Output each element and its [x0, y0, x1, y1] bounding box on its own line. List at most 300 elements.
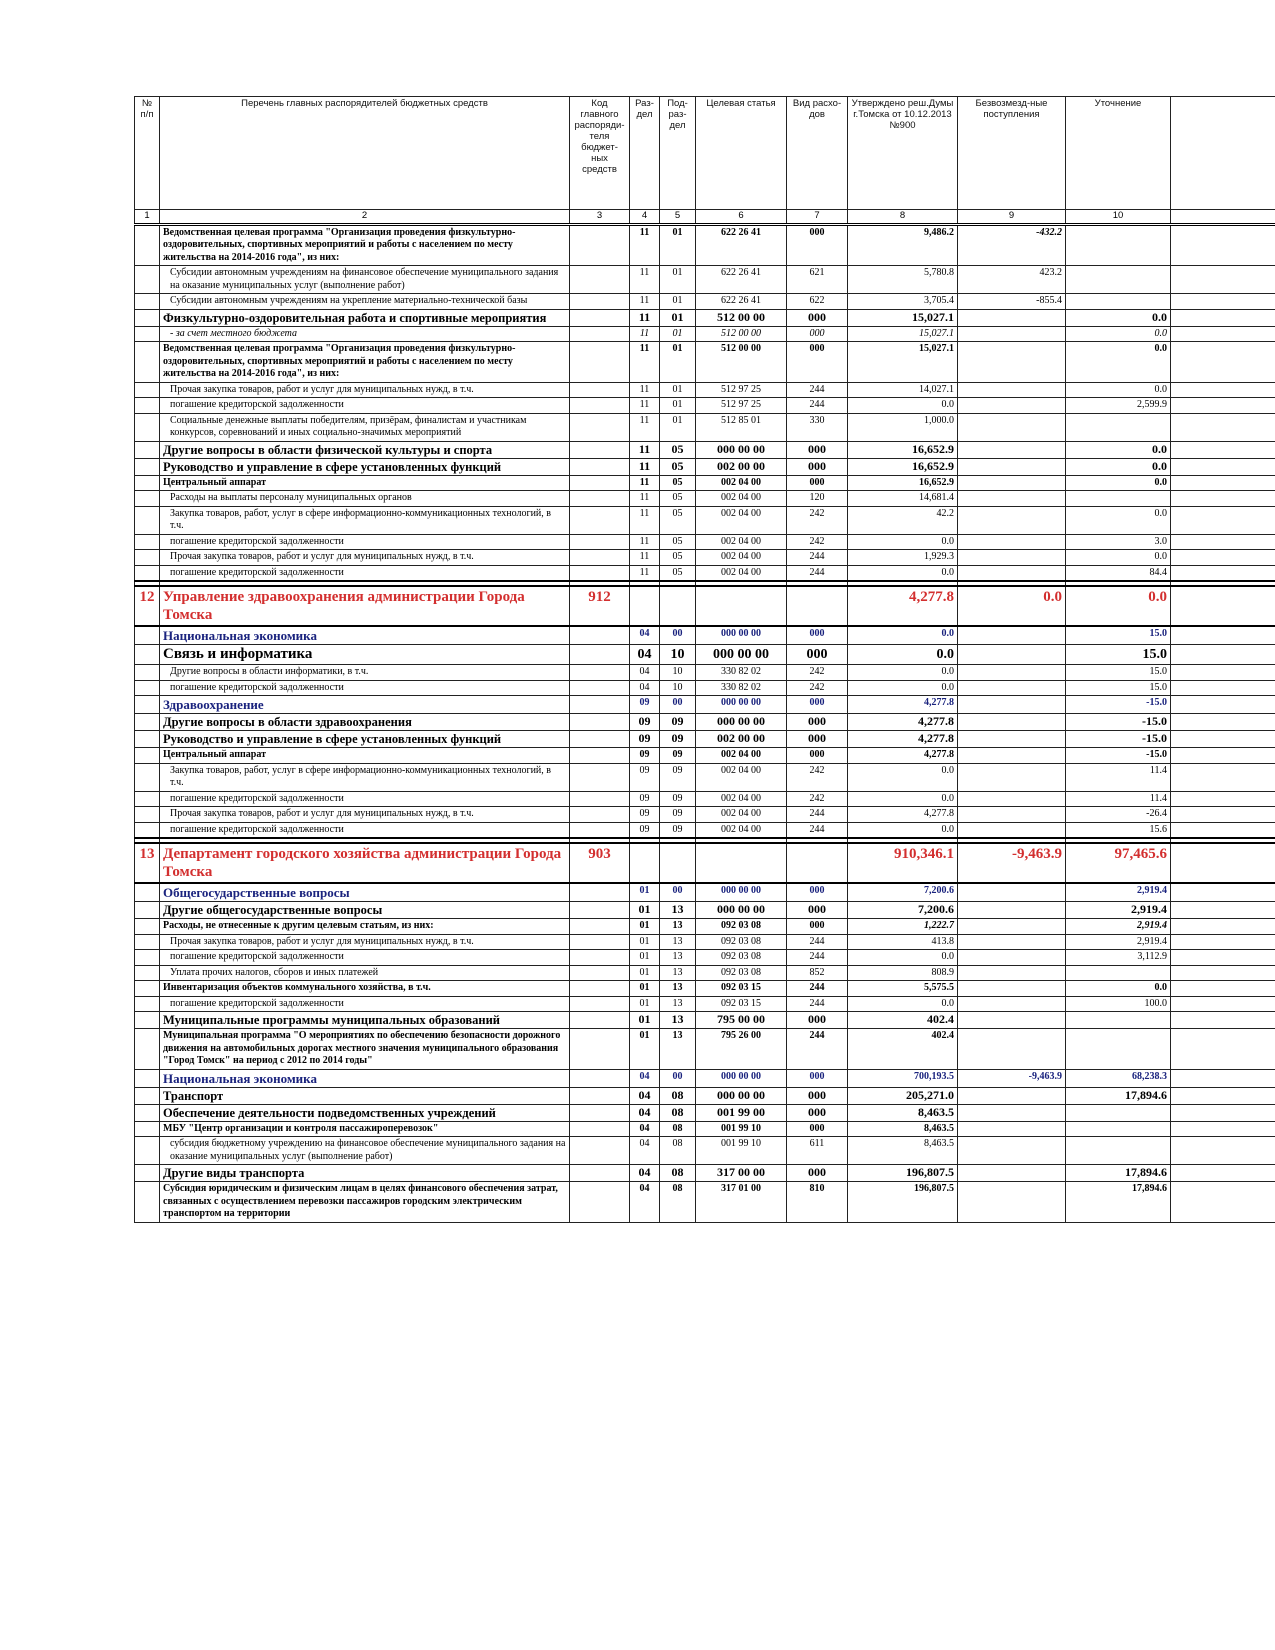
header-cell: Раз-дел [630, 97, 660, 210]
row-grants [958, 1137, 1066, 1165]
column-number-extra [1171, 210, 1275, 225]
row-approved: 4,277.8 [848, 748, 958, 764]
row-clarification: -15.0 [1066, 696, 1171, 714]
table-row [135, 902, 1275, 919]
row-number [135, 965, 160, 981]
table-row [135, 565, 1275, 581]
row-approved: 0.0 [848, 791, 958, 807]
row-vid: 000 [787, 326, 848, 342]
row-vid [787, 843, 848, 883]
row-podrazdel: 13 [660, 1012, 696, 1029]
row-podrazdel: 00 [660, 883, 696, 902]
row-target: 000 00 00 [696, 1087, 787, 1104]
row-code [570, 950, 630, 966]
row-podrazdel: 09 [660, 714, 696, 731]
row-name: Муниципальная программа "О мероприятиях по обеспечению безопасности дорожного движения на автомобильных дорогах местного значения муниципального образования "Город Томск" на период с 2012 по 2014 годы" [160, 1029, 570, 1070]
row-code [570, 294, 630, 310]
row-razdel: 01 [630, 950, 660, 966]
row-razdel: 09 [630, 807, 660, 823]
row-target: 002 04 00 [696, 550, 787, 566]
row-number [135, 1137, 160, 1165]
row-extra [1171, 266, 1275, 294]
table-row [135, 696, 1275, 714]
row-number [135, 266, 160, 294]
row-razdel: 11 [630, 224, 660, 266]
row-vid: 242 [787, 763, 848, 791]
row-code [570, 645, 630, 665]
row-vid: 000 [787, 1104, 848, 1121]
table-row [135, 382, 1275, 398]
row-approved: 1,222.7 [848, 919, 958, 935]
row-name: погашение кредиторской задолженности [160, 534, 570, 550]
row-clarification: 0.0 [1066, 458, 1171, 475]
row-grants [958, 326, 1066, 342]
table-row [135, 665, 1275, 681]
row-code [570, 807, 630, 823]
column-number: 9 [958, 210, 1066, 225]
row-podrazdel: 01 [660, 294, 696, 310]
row-number [135, 1069, 160, 1087]
row-target: 000 00 00 [696, 441, 787, 458]
row-podrazdel: 05 [660, 565, 696, 581]
row-clarification: 97,465.6 [1066, 843, 1171, 883]
row-approved: 1,000.0 [848, 413, 958, 441]
row-vid [787, 586, 848, 626]
row-razdel: 01 [630, 981, 660, 997]
row-grants [958, 763, 1066, 791]
row-number [135, 822, 160, 838]
row-podrazdel: 09 [660, 763, 696, 791]
row-number [135, 491, 160, 507]
row-name: Закупка товаров, работ, услуг в сфере информационно-коммуникационных технологий, в т.ч. [160, 763, 570, 791]
row-code [570, 1121, 630, 1137]
column-number: 4 [630, 210, 660, 225]
table-row [135, 822, 1275, 838]
table-row [135, 950, 1275, 966]
row-grants: -9,463.9 [958, 843, 1066, 883]
row-razdel: 09 [630, 822, 660, 838]
row-code [570, 534, 630, 550]
row-target: 622 26 41 [696, 294, 787, 310]
row-code [570, 1104, 630, 1121]
row-target: 002 04 00 [696, 822, 787, 838]
row-clarification [1066, 1012, 1171, 1029]
row-number [135, 441, 160, 458]
row-extra [1171, 534, 1275, 550]
row-razdel: 04 [630, 1087, 660, 1104]
row-clarification: 17,894.6 [1066, 1165, 1171, 1182]
row-name: Расходы, не отнесенные к другим целевым статьям, из них: [160, 919, 570, 935]
row-podrazdel: 08 [660, 1087, 696, 1104]
row-code [570, 822, 630, 838]
row-target: 512 97 25 [696, 382, 787, 398]
row-vid: 244 [787, 398, 848, 414]
row-name: Физкультурно-оздоровительная работа и спортивные мероприятия [160, 309, 570, 326]
row-razdel: 11 [630, 458, 660, 475]
row-extra [1171, 441, 1275, 458]
row-vid: 244 [787, 934, 848, 950]
row-name: погашение кредиторской задолженности [160, 950, 570, 966]
row-target: 092 03 15 [696, 981, 787, 997]
row-clarification [1066, 1029, 1171, 1070]
row-approved: 910,346.1 [848, 843, 958, 883]
row-podrazdel: 05 [660, 475, 696, 491]
row-number [135, 696, 160, 714]
row-clarification: 2,919.4 [1066, 919, 1171, 935]
column-number: 6 [696, 210, 787, 225]
row-clarification: 0.0 [1066, 981, 1171, 997]
header-cell: Код главного распоряди-теля бюджет-ных средств [570, 97, 630, 210]
row-name: Обеспечение деятельности подведомственных учреждений [160, 1104, 570, 1121]
row-name: Управление здравоохранения администрации Города Томска [160, 586, 570, 626]
row-approved: 0.0 [848, 626, 958, 645]
department-row [135, 843, 1275, 883]
row-code [570, 981, 630, 997]
row-name: Расходы на выплаты персоналу муниципальных органов [160, 491, 570, 507]
row-podrazdel: 09 [660, 807, 696, 823]
row-number [135, 309, 160, 326]
row-razdel: 01 [630, 919, 660, 935]
row-code [570, 342, 630, 383]
row-vid: 242 [787, 506, 848, 534]
row-approved: 4,277.8 [848, 714, 958, 731]
row-grants [958, 822, 1066, 838]
row-razdel: 11 [630, 294, 660, 310]
row-grants [958, 309, 1066, 326]
row-extra [1171, 791, 1275, 807]
row-name: Национальная экономика [160, 626, 570, 645]
row-clarification: 68,238.3 [1066, 1069, 1171, 1087]
row-extra [1171, 1182, 1275, 1223]
row-vid: 242 [787, 680, 848, 696]
table-row [135, 398, 1275, 414]
row-podrazdel: 00 [660, 626, 696, 645]
row-grants [958, 791, 1066, 807]
row-clarification: 3.0 [1066, 534, 1171, 550]
row-extra [1171, 1137, 1275, 1165]
row-podrazdel: 13 [660, 1029, 696, 1070]
row-name: Другие виды транспорта [160, 1165, 570, 1182]
row-number [135, 1029, 160, 1070]
row-grants [958, 696, 1066, 714]
row-target: 002 04 00 [696, 763, 787, 791]
row-razdel: 09 [630, 714, 660, 731]
row-grants [958, 441, 1066, 458]
header-cell: Вид расхо-дов [787, 97, 848, 210]
row-extra [1171, 475, 1275, 491]
row-name: Прочая закупка товаров, работ и услуг для муниципальных нужд, в т.ч. [160, 550, 570, 566]
row-target: 002 04 00 [696, 748, 787, 764]
row-razdel: 04 [630, 626, 660, 645]
row-extra [1171, 902, 1275, 919]
row-number [135, 534, 160, 550]
row-extra [1171, 843, 1275, 883]
row-approved: 4,277.8 [848, 696, 958, 714]
column-number: 2 [160, 210, 570, 225]
row-target: 622 26 41 [696, 224, 787, 266]
row-approved: 700,193.5 [848, 1069, 958, 1087]
row-clarification: 11.4 [1066, 791, 1171, 807]
table-row [135, 1182, 1275, 1223]
table-row [135, 1012, 1275, 1029]
row-extra [1171, 506, 1275, 534]
row-target: 330 82 02 [696, 680, 787, 696]
row-target: 092 03 08 [696, 950, 787, 966]
budget-sheet [134, 96, 1275, 1223]
row-razdel: 11 [630, 309, 660, 326]
row-extra [1171, 550, 1275, 566]
table-row [135, 458, 1275, 475]
row-razdel: 11 [630, 266, 660, 294]
row-name: погашение кредиторской задолженности [160, 996, 570, 1012]
table-row [135, 981, 1275, 997]
row-extra [1171, 1069, 1275, 1087]
row-vid: 621 [787, 266, 848, 294]
row-podrazdel: 13 [660, 965, 696, 981]
row-name: - за счет местного бюджета [160, 326, 570, 342]
row-vid: 244 [787, 807, 848, 823]
row-razdel: 04 [630, 1165, 660, 1182]
row-extra [1171, 491, 1275, 507]
row-name: Другие вопросы в области здравоохранения [160, 714, 570, 731]
row-grants [958, 1165, 1066, 1182]
row-name: Центральный аппарат [160, 748, 570, 764]
row-vid: 242 [787, 791, 848, 807]
row-vid: 000 [787, 309, 848, 326]
row-vid: 000 [787, 342, 848, 383]
row-name: погашение кредиторской задолженности [160, 822, 570, 838]
row-name: Центральный аппарат [160, 475, 570, 491]
row-target [696, 586, 787, 626]
row-code [570, 919, 630, 935]
row-target: 000 00 00 [696, 645, 787, 665]
row-extra [1171, 1012, 1275, 1029]
row-target: 795 26 00 [696, 1029, 787, 1070]
table-row [135, 1104, 1275, 1121]
row-extra [1171, 965, 1275, 981]
header-cell: Безвозмезд-ные поступления [958, 97, 1066, 210]
row-name: Другие общегосударственные вопросы [160, 902, 570, 919]
row-razdel: 09 [630, 748, 660, 764]
row-podrazdel: 09 [660, 748, 696, 764]
row-number [135, 1012, 160, 1029]
row-target: 002 04 00 [696, 807, 787, 823]
table-row [135, 965, 1275, 981]
row-podrazdel: 13 [660, 996, 696, 1012]
header-cell: Под-раз-дел [660, 97, 696, 210]
row-approved: 0.0 [848, 534, 958, 550]
row-target: 002 00 00 [696, 731, 787, 748]
table-row [135, 506, 1275, 534]
row-vid: 242 [787, 534, 848, 550]
row-vid: 000 [787, 714, 848, 731]
row-extra [1171, 665, 1275, 681]
row-target: 092 03 08 [696, 965, 787, 981]
row-name: Транспорт [160, 1087, 570, 1104]
row-extra [1171, 919, 1275, 935]
row-vid: 244 [787, 996, 848, 1012]
row-number [135, 731, 160, 748]
row-extra [1171, 981, 1275, 997]
row-razdel: 09 [630, 696, 660, 714]
row-podrazdel: 05 [660, 534, 696, 550]
row-number [135, 1121, 160, 1137]
row-grants [958, 883, 1066, 902]
header-cell: № п/п [135, 97, 160, 210]
row-grants [958, 902, 1066, 919]
row-number [135, 1165, 160, 1182]
row-podrazdel: 08 [660, 1182, 696, 1223]
row-vid: 244 [787, 565, 848, 581]
row-name: Другие вопросы в области информатики, в т.ч. [160, 665, 570, 681]
row-razdel [630, 586, 660, 626]
row-vid: 000 [787, 902, 848, 919]
row-grants [958, 919, 1066, 935]
row-code [570, 1069, 630, 1087]
row-extra [1171, 398, 1275, 414]
header-row [135, 97, 1275, 210]
row-vid: 622 [787, 294, 848, 310]
row-code [570, 382, 630, 398]
row-target: 092 03 15 [696, 996, 787, 1012]
row-podrazdel: 08 [660, 1104, 696, 1121]
row-podrazdel: 10 [660, 665, 696, 681]
row-code [570, 1137, 630, 1165]
row-name: Уплата прочих налогов, сборов и иных платежей [160, 965, 570, 981]
table-row [135, 266, 1275, 294]
row-grants [958, 506, 1066, 534]
row-extra [1171, 1165, 1275, 1182]
row-vid: 244 [787, 822, 848, 838]
row-clarification: 0.0 [1066, 506, 1171, 534]
row-vid: 242 [787, 665, 848, 681]
row-vid: 810 [787, 1182, 848, 1223]
row-clarification: 100.0 [1066, 996, 1171, 1012]
row-name: Национальная экономика [160, 1069, 570, 1087]
row-code [570, 475, 630, 491]
row-extra [1171, 1029, 1275, 1070]
table-row [135, 680, 1275, 696]
row-target: 002 00 00 [696, 458, 787, 475]
row-grants: 0.0 [958, 586, 1066, 626]
row-approved: 0.0 [848, 996, 958, 1012]
row-approved: 15,027.1 [848, 342, 958, 383]
row-extra [1171, 382, 1275, 398]
table-row [135, 1121, 1275, 1137]
row-number [135, 680, 160, 696]
row-vid: 611 [787, 1137, 848, 1165]
row-number [135, 626, 160, 645]
row-vid: 000 [787, 1012, 848, 1029]
row-podrazdel: 01 [660, 413, 696, 441]
row-clarification: 84.4 [1066, 565, 1171, 581]
row-razdel: 04 [630, 665, 660, 681]
row-name: погашение кредиторской задолженности [160, 565, 570, 581]
row-number [135, 475, 160, 491]
row-extra [1171, 950, 1275, 966]
row-number [135, 902, 160, 919]
row-clarification: 0.0 [1066, 382, 1171, 398]
row-approved: 0.0 [848, 680, 958, 696]
row-clarification [1066, 1137, 1171, 1165]
row-clarification [1066, 294, 1171, 310]
row-razdel: 11 [630, 441, 660, 458]
row-grants [958, 731, 1066, 748]
row-grants [958, 342, 1066, 383]
row-approved: 0.0 [848, 398, 958, 414]
department-row [135, 586, 1275, 626]
row-code [570, 934, 630, 950]
row-grants [958, 382, 1066, 398]
row-approved: 0.0 [848, 763, 958, 791]
row-code [570, 550, 630, 566]
table-row [135, 996, 1275, 1012]
row-approved: 3,705.4 [848, 294, 958, 310]
row-target: 002 04 00 [696, 475, 787, 491]
row-podrazdel [660, 586, 696, 626]
row-clarification: -15.0 [1066, 731, 1171, 748]
row-extra [1171, 342, 1275, 383]
row-approved: 0.0 [848, 822, 958, 838]
row-razdel: 11 [630, 326, 660, 342]
row-code [570, 748, 630, 764]
row-approved: 16,652.9 [848, 458, 958, 475]
row-code [570, 491, 630, 507]
row-number [135, 748, 160, 764]
row-grants: 423.2 [958, 266, 1066, 294]
row-number [135, 950, 160, 966]
row-razdel: 04 [630, 645, 660, 665]
row-vid: 244 [787, 1029, 848, 1070]
row-target: 000 00 00 [696, 714, 787, 731]
row-target: 001 99 10 [696, 1137, 787, 1165]
row-approved: 7,200.6 [848, 883, 958, 902]
row-approved: 4,277.8 [848, 731, 958, 748]
row-target: 512 00 00 [696, 309, 787, 326]
row-podrazdel: 00 [660, 1069, 696, 1087]
row-extra [1171, 807, 1275, 823]
row-number [135, 981, 160, 997]
row-approved: 4,277.8 [848, 807, 958, 823]
row-extra [1171, 1087, 1275, 1104]
row-number [135, 1182, 160, 1223]
row-approved: 16,652.9 [848, 441, 958, 458]
row-name: Субсидии автономным учреждениям на финансовое обеспечение муниципального задания на оказание муниципальных услуг (выполнение работ) [160, 266, 570, 294]
row-razdel: 04 [630, 1069, 660, 1087]
row-number [135, 550, 160, 566]
row-name: Связь и информатика [160, 645, 570, 665]
row-podrazdel: 05 [660, 458, 696, 475]
row-approved: 402.4 [848, 1029, 958, 1070]
row-approved: 402.4 [848, 1012, 958, 1029]
row-grants [958, 934, 1066, 950]
table-row [135, 645, 1275, 665]
row-razdel: 04 [630, 680, 660, 696]
row-razdel: 11 [630, 491, 660, 507]
row-number [135, 413, 160, 441]
row-target: 795 00 00 [696, 1012, 787, 1029]
row-clarification: 15.0 [1066, 665, 1171, 681]
row-razdel: 11 [630, 565, 660, 581]
row-razdel: 11 [630, 550, 660, 566]
row-target: 002 04 00 [696, 534, 787, 550]
row-approved: 15,027.1 [848, 326, 958, 342]
row-approved: 16,652.9 [848, 475, 958, 491]
row-grants [958, 981, 1066, 997]
row-name: погашение кредиторской задолженности [160, 398, 570, 414]
row-clarification: 15.0 [1066, 680, 1171, 696]
row-vid: 000 [787, 1121, 848, 1137]
